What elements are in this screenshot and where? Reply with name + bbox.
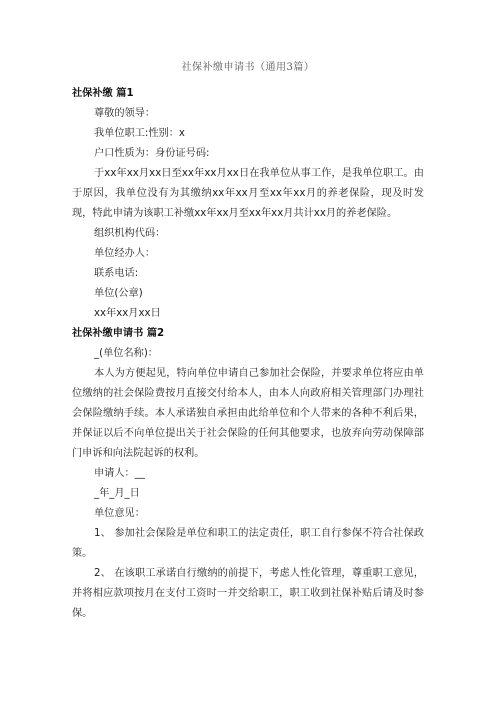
section1-date: xx年xx月xx日 xyxy=(94,308,161,319)
section2-date: _年_月_日 xyxy=(94,488,140,499)
section1-salutation: 尊敬的领导： xyxy=(94,108,156,119)
section2-opinion-item-1: 1、 参加社会保险是单位和职工的法定责任，职工自行参保不符合社保政策。 xyxy=(72,528,424,559)
section2-applicant: 申请人：__ xyxy=(94,468,145,479)
section1-org-code: 组织机构代码： xyxy=(94,228,166,239)
section2-body-paragraph: 本人为方便起见，特向单位申请自己参加社会保险，并要求单位将应由单位缴纳的社会保险费按月直接交付给本人，由本人向政府相关管理部门办理社会保险缴纳手续。本人承诺独自承担由此给单位和个人带来的各种不利后果，并保证以后不向单位提出关于社会保险的任何其他要求，也放弃向劳动保障部门申诉和向法院起诉的权利。 xyxy=(72,368,424,459)
section1-employee-info: 我单位职工:性别：x xyxy=(94,128,185,139)
section1-body-paragraph: 于xx年xx月xx日至xx年xx月xx日在我单位从事工作，是我单位职工。由于原因，我单位没有为其缴纳xx年xx月至xx年xx月的养老保险，现及时发现，特此申请为该职工补缴xx年xx月至xx年xx月共计xx月的养老保险。 xyxy=(72,168,424,219)
section1-handler: 单位经办人： xyxy=(94,248,156,259)
section2-heading: 社保补缴申请书 篇2 xyxy=(72,328,165,339)
document-body xyxy=(72,84,424,624)
section1-seal: 单位(公章) xyxy=(94,288,143,299)
section2-opinion-item-2: 2、 在该职工承诺自行缴纳的前提下，考虑人性化管理，尊重职工意见，并将相应款项按月在支付工资时一并交给职工，职工收到社保补贴后请及时参保。 xyxy=(72,568,424,619)
section1-id-info: 户口性质为：身份证号码: xyxy=(94,148,210,159)
document-title: 社保补缴申请书（通用3篇） xyxy=(181,62,315,73)
section1-phone: 联系电话: xyxy=(94,268,139,279)
section1-heading: 社保补缴 篇1 xyxy=(72,88,134,99)
section2-opinion: 单位意见： xyxy=(94,508,145,519)
section2-unit-name: _(单位名称)： xyxy=(94,348,158,359)
